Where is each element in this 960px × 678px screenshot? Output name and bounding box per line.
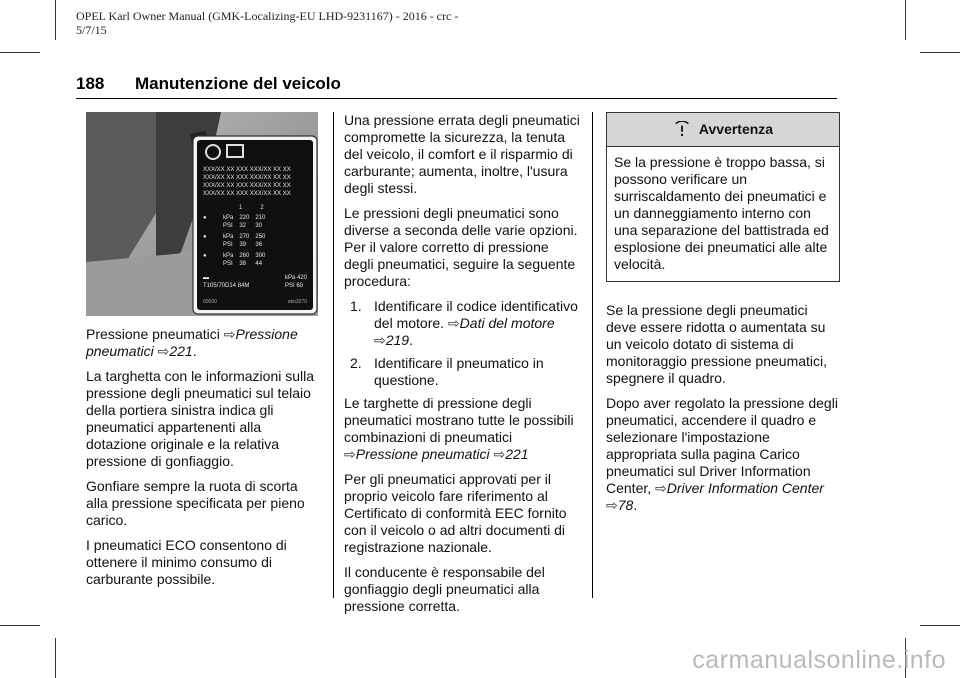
pressure-label-card xyxy=(199,142,311,308)
code-right: eko3270 xyxy=(287,299,307,305)
text: Le targhette di pressione degli pneumatici mostrano tutte le possibili combinazioni di pneumatici xyxy=(344,395,574,445)
paragraph: Gonfiare sempre la ruota di scorta alla pressione specificata per pieno carico. xyxy=(86,478,305,528)
value: 420 xyxy=(296,275,307,281)
page-arrow-icon: ⇨ xyxy=(157,343,170,359)
paragraph: Pressione pneumatici ⇨Pressione pneumatici ⇨221. xyxy=(86,326,298,359)
reference-arrow-icon: ⇨ xyxy=(655,480,667,496)
list-item: 1. Identificare il codice identificativo del motore. ⇨Dati del motore ⇨219. xyxy=(350,298,578,348)
person-icon: ● xyxy=(203,253,207,259)
person-icon: ● xyxy=(203,215,207,221)
label-row: XXX/XX XX XXX XXX/XX XX XX xyxy=(203,175,291,181)
text: Identificare il codice identificativo del motore. xyxy=(374,298,578,331)
col-header: 2 xyxy=(260,205,264,211)
list-item xyxy=(344,355,580,389)
col-header: 1 xyxy=(239,205,243,211)
column-divider xyxy=(333,112,334,598)
reference-arrow-icon: ⇨ xyxy=(223,326,236,342)
spare-code: T105/70D14 84M xyxy=(203,283,250,289)
label-row: XXX/XX XX XXX XXX/XX XX XX xyxy=(203,167,291,173)
section-title: Manutenzione del veicolo xyxy=(135,74,341,93)
page-arrow-icon: ⇨ xyxy=(374,332,386,348)
page-reference-link[interactable]: 78 xyxy=(617,497,634,513)
cross-reference-link[interactable]: Dati del motore xyxy=(459,315,555,331)
value: 210 xyxy=(255,215,266,221)
page-reference-link[interactable]: 219 xyxy=(385,332,410,348)
value: 32 xyxy=(239,223,247,229)
list-number: 1. xyxy=(350,298,362,314)
page-reference-link[interactable]: 221 xyxy=(169,343,193,359)
value: 270 xyxy=(239,234,250,240)
code-left: 00000 xyxy=(203,299,217,305)
warning-icon xyxy=(673,121,691,139)
paragraph: Il conducente è responsabile del gonfiaggio degli pneumatici alla pressione corretta. xyxy=(344,564,545,614)
cross-reference-link[interactable]: Pressione pneumatici xyxy=(86,326,298,359)
paragraph: Dopo aver regolato la pressione degli pneumatici, accendere il quadro e selezionare l'impostazione appropriata sulla pagina Carico pneumatici sul Driver Information Center, ⇨Driver Information Center ⇨78. xyxy=(606,395,838,513)
load-row xyxy=(203,252,311,268)
unit: kPa xyxy=(223,253,234,259)
cross-reference-link[interactable]: Pressione pneumatici xyxy=(355,446,490,462)
warning-title: Avvertenza xyxy=(698,121,774,137)
warning-box xyxy=(606,112,840,282)
column-divider xyxy=(592,112,593,598)
cross-reference-link[interactable]: Driver Information Center xyxy=(666,480,824,496)
page-number: 188 xyxy=(76,74,105,93)
label-top-icons xyxy=(205,144,311,160)
manual-book-icon xyxy=(226,144,244,158)
value: 44 xyxy=(255,261,263,267)
label-codes xyxy=(203,298,307,306)
unit: kPa xyxy=(284,275,296,281)
warning-body: Se la pressione è troppo bassa, si possono verificare un surriscaldamento dei pneumatici e un danneggiamento interno con una separazione del battistrada ed esplosione dei pneumatici alle alte velocità. xyxy=(614,154,829,272)
paragraph: La targhetta con le informazioni sulla pressione degli pneumatici sul telaio della portiera sinistra indica gli pneumatici appartenenti alla dotazione originale e la relativa pressione di gonfiaggio. xyxy=(86,368,315,469)
site-watermark: carmanualsonline.info xyxy=(692,646,946,674)
text: Dopo aver regolato la pressione degli pneumatici, accendere il quadro e selezionare l'impostazione appropriata sulla pagina Carico pneumatici sul Driver Information Center, xyxy=(606,395,838,496)
person-icon: ● xyxy=(203,234,207,240)
tire-pressure-label-figure xyxy=(86,112,318,316)
text: Pressione pneumatici xyxy=(86,326,224,342)
paragraph: I pneumatici ECO consentono di ottenere il minimo consumo di carburante possibile. xyxy=(86,537,287,587)
value: 300 xyxy=(255,253,266,259)
value: 60 xyxy=(296,283,303,289)
value: 38 xyxy=(239,261,247,267)
unit: kPa xyxy=(223,215,234,221)
paragraph: Se la pressione degli pneumatici deve essere ridotta o aumentata su un veicolo dotato di sistema di monitoraggio pressione pneumatici, spegnere il quadro. xyxy=(606,302,828,386)
unit: PSI xyxy=(223,223,233,229)
crop-mark xyxy=(0,625,40,626)
value: 36 xyxy=(255,242,263,248)
reference-arrow-icon: ⇨ xyxy=(344,446,356,462)
load-row xyxy=(203,233,311,249)
unit: kPa xyxy=(223,234,234,240)
load-headers xyxy=(239,204,311,212)
page-reference-link[interactable]: 221 xyxy=(505,446,529,462)
crop-mark xyxy=(920,625,960,626)
spare-row xyxy=(203,274,307,290)
unit: PSI xyxy=(284,283,295,289)
paragraph: Una pressione errata degli pneumatici compromette la sicurezza, la tenuta del veicolo, il comfort e il risparmio di carburante; aumenta, inoltre, l'usura degli stessi. xyxy=(344,112,580,196)
document-meta xyxy=(76,9,596,37)
crop-mark xyxy=(920,52,960,53)
value: 30 xyxy=(255,223,263,229)
paragraph: Per gli pneumatici approvati per il proprio veicolo fare riferimento al Certificato di conformità EEC fornito con il veicolo o ad altri documenti di registrazione nazionale. xyxy=(344,471,567,555)
meta-line-2: 5/7/15 xyxy=(76,23,107,37)
value: 39 xyxy=(239,242,247,248)
tire-icon xyxy=(205,144,221,160)
text: Identificare il pneumatico in questione. xyxy=(374,355,544,388)
label-row: XXX/XX XX XXX XXX/XX XX XX xyxy=(203,191,291,197)
label-row: XXX/XX XX XXX XXX/XX XX XX xyxy=(203,183,291,189)
paragraph: Le pressioni degli pneumatici sono diverse a seconda delle varie opzioni. Per il valore corretto di pressione degli pneumatici, seguire la seguente procedura: xyxy=(344,205,578,289)
crop-mark xyxy=(55,638,56,678)
list-number: 2. xyxy=(350,355,362,371)
paragraph xyxy=(344,395,580,463)
value: 260 xyxy=(239,253,250,259)
meta-line-1: OPEL Karl Owner Manual (GMK-Localizing-EU LHD-9231167) - 2016 - crc - xyxy=(76,9,459,23)
tire-size-rows xyxy=(203,166,311,198)
load-row xyxy=(203,214,311,230)
unit: PSI xyxy=(223,242,233,248)
column-2 xyxy=(344,112,580,623)
page-header xyxy=(76,72,837,99)
value: 250 xyxy=(255,234,266,240)
crop-mark xyxy=(0,52,40,53)
crop-mark xyxy=(55,0,56,40)
crop-mark xyxy=(905,0,906,40)
car-icon: ▬ xyxy=(203,275,209,281)
warning-header xyxy=(607,113,839,147)
column-1 xyxy=(86,112,322,596)
value: 220 xyxy=(239,215,250,221)
column-3 xyxy=(606,112,840,522)
reference-arrow-icon: ⇨ xyxy=(447,315,460,331)
page-arrow-icon: ⇨ xyxy=(493,446,506,462)
page-arrow-icon: ⇨ xyxy=(606,497,618,513)
unit: PSI xyxy=(223,261,233,267)
